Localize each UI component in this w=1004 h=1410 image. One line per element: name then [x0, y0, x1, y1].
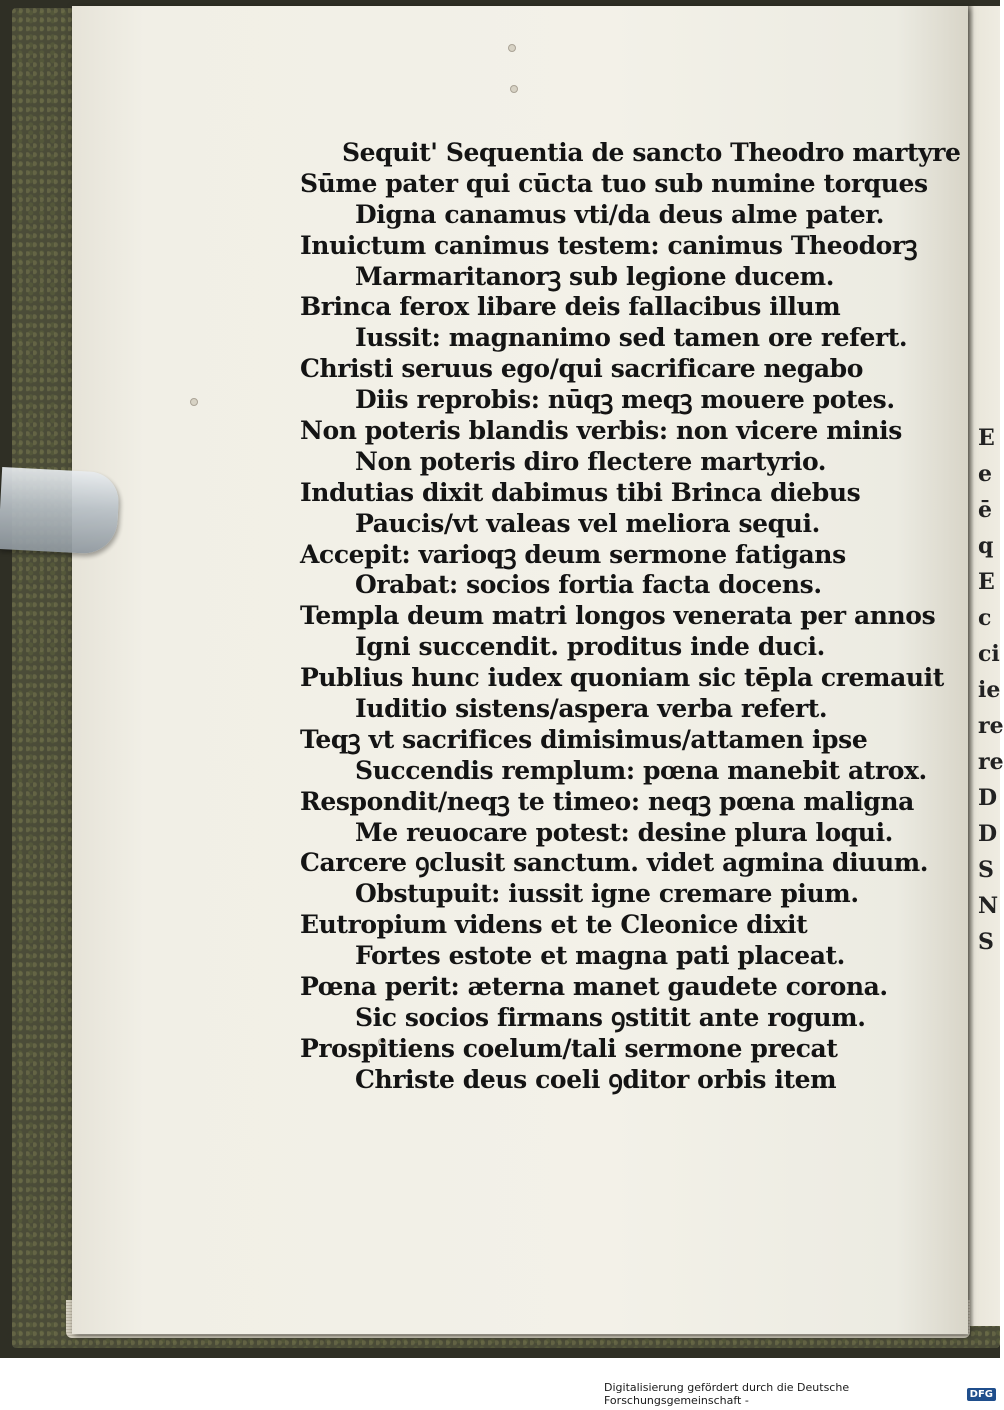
text-line: Accepit: varioqꝫ deum sermone fatigans: [300, 539, 846, 569]
text-line: Templa deum matri longos venerata per annos: [300, 601, 936, 631]
facing-page-glyph: re: [978, 749, 1004, 775]
facing-page-glyph: ie: [978, 677, 1001, 703]
text-line: Fortes estote et magna pati placeat.: [355, 941, 845, 971]
text-line: Christe deus coeli ꝯditor orbis item: [355, 1064, 837, 1094]
text-line: Diis reprobis: nūqꝫ meqꝫ mouere potes.: [355, 385, 895, 415]
facing-page-glyph: ē: [978, 497, 992, 523]
dfg-logo: DFG: [967, 1388, 996, 1401]
text-line: Marmaritanorꝫ sub legione ducem.: [355, 261, 835, 291]
text-line: Christi seruus ego/qui sacrificare negabo: [300, 354, 864, 384]
text-line: Teqꝫ vt sacrifices dimisimus/attamen ipse: [300, 724, 868, 754]
metal-bookmark: [0, 467, 120, 555]
text-line: Non poteris diro flectere martyrio.: [355, 446, 827, 476]
facing-page-glyph: e: [978, 461, 992, 487]
text-line: Pœna perit: æterna manet gaudete corona.: [300, 972, 888, 1002]
facing-page-glyph: ci: [978, 641, 1000, 667]
text-line: Digna canamus vti/da deus alme pater.: [355, 199, 885, 229]
footer-credit: Digitalisierung gefördert durch die Deutsche Forschungsgemeinschaft -: [604, 1381, 850, 1407]
text-line: Non poteris blandis verbis: non vicere minis: [300, 416, 902, 446]
facing-page-glyph: c: [978, 605, 992, 631]
text-line: Igni succendit. proditus inde duci.: [355, 632, 825, 662]
facing-page-glyph: E: [978, 425, 995, 451]
text-line: Iuditio sistens/aspera verba refert.: [355, 694, 828, 724]
facing-page-glyph: S: [978, 929, 994, 955]
text-line: Sic socios firmans ꝯstitit ante rogum.: [355, 1002, 866, 1032]
text-heading: Sequit' Sequentia de sancto Theodro martyre: [342, 138, 961, 167]
text-line: Carcere ꝯclusit sanctum. videt agmina diuum.: [300, 848, 929, 878]
text-line: Me reuocare potest: desine plura loqui.: [355, 817, 893, 847]
text-line: Indutias dixit dabimus tibi Brinca diebus: [300, 477, 861, 507]
digitization-footer: [604, 1383, 996, 1405]
text-line: Eutropium videns et te Cleonice dixit: [300, 910, 808, 940]
printed-text-block: [300, 138, 961, 1096]
text-line: Iussit: magnanimo sed tamen ore refert.: [355, 323, 908, 353]
text-line: Succendis remplum: pœna manebit atrox.: [355, 755, 927, 785]
text-line: Orabat: socios fortia facta docens.: [355, 570, 822, 600]
facing-page-glyphs: [978, 420, 1004, 960]
text-line: Obstupuit: iussit igne cremare pium.: [355, 879, 859, 909]
binding-hole: [508, 44, 516, 52]
facing-page-glyph: re: [978, 713, 1004, 739]
binding-hole: [510, 85, 518, 93]
text-line: Paucis/vt valeas vel meliora sequi.: [355, 508, 820, 538]
text-line: Prospitiens coelum/tali sermone precat: [300, 1033, 838, 1063]
facing-page-glyph: N: [978, 893, 999, 919]
facing-page-glyph: D: [978, 785, 998, 811]
facing-page-glyph: S: [978, 857, 994, 883]
binding-hole: [190, 398, 198, 406]
facing-page-glyph: q: [978, 533, 994, 559]
facing-page-glyph: D: [978, 821, 998, 847]
text-line: Brinca ferox libare deis fallacibus illum: [300, 292, 841, 322]
text-line: Inuictum canimus testem: canimus Theodorꝫ: [300, 230, 918, 260]
text-line: Sūme pater qui cūcta tuo sub numine torques: [300, 168, 928, 198]
text-line: Respondit/neqꝫ te timeo: neqꝫ pœna maligna: [300, 786, 914, 816]
facing-page-glyph: E: [978, 569, 995, 595]
text-line: Publius hunc iudex quoniam sic tēpla cremauit: [300, 663, 944, 693]
